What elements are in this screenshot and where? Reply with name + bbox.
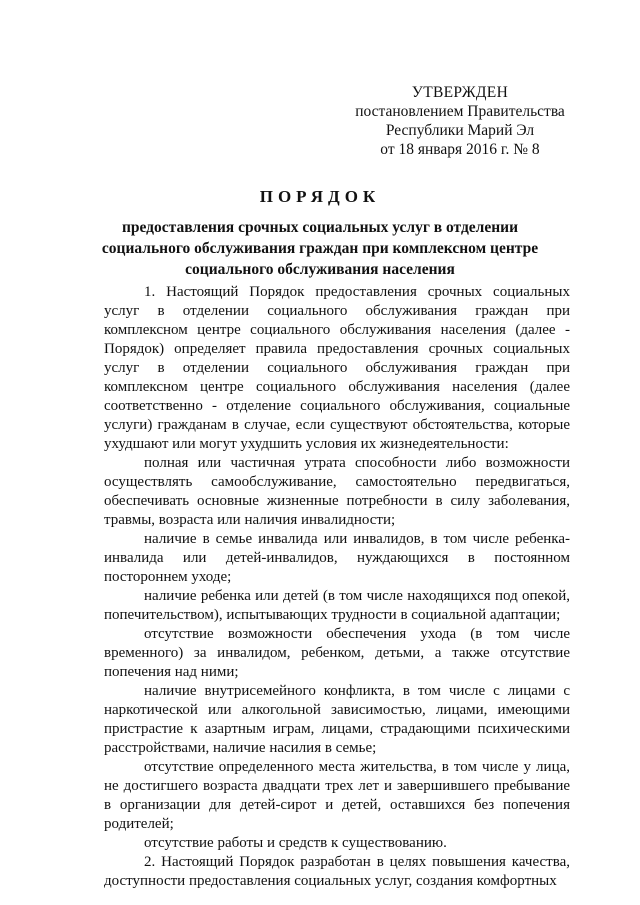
paragraph: наличие ребенка или детей (в том числе находящихся под опекой, попечительством), испытывающих трудности в социальной адаптации; <box>104 588 570 623</box>
paragraph: отсутствие возможности обеспечения ухода (в том числе временного) за инвалидом, ребенком, детьми, а также отсутствие попечения над ними; <box>104 626 570 680</box>
document-subtitle: предоставления срочных социальных услуг в отделении социального обслуживания граждан при комплексном центре социального обслуживания населения <box>101 219 539 278</box>
paragraph: наличие в семье инвалида или инвалидов, в том числе ребенка-инвалида или детей-инвалидов, нуждающихся в постоянном постороннем уходе; <box>104 531 570 585</box>
approval-line-3: от 18 января 2016 г. № 8 <box>380 141 540 158</box>
paragraph: отсутствие работы и средств к существованию. <box>144 835 447 851</box>
paragraph: 1. Настоящий Порядок предоставления срочных социальных услуг в отделении социального обслуживания граждан при комплексном центре социального обслуживания населения (далее - Порядок) определяет правила предоставления срочных социальных услуг в отделении социального обслуживания граждан при комплексном центре социального обслуживания населения (далее соответственно - отделение социального обслуживания, социальные услуги) гражданам в случае, если существуют обстоятельства, которые ухудшают или могут ухудшить условия их жизнедеятельности: <box>104 284 570 452</box>
paragraph: отсутствие определенного места жительства, в том числе у лица, не достигшего возраста двадцати трех лет и завершившего пребывание в организации для детей-сирот и детей, оставшихся без попечения родителей; <box>104 759 570 832</box>
paragraph: наличие внутрисемейного конфликта, в том числе с лицами с наркотической или алкогольной зависимостью, лицами, имеющими пристрастие к азартным играм, лицами, страдающими психическими расстройствами, наличие насилия в семье; <box>104 683 570 756</box>
approval-line-1: постановлением Правительства <box>355 103 565 120</box>
paragraph: полная или частичная утрата способности либо возможности осуществлять самообслуживание, самостоятельно передвигаться, обеспечивать основные жизненные потребности в силу заболевания, травмы, возраста или наличия инвалидности; <box>104 455 570 528</box>
document-title: ПОРЯДОК <box>259 187 381 206</box>
approval-title: УТВЕРЖДЕН <box>411 84 509 101</box>
approval-block <box>340 83 580 159</box>
approval-line-2: Республики Марий Эл <box>385 122 535 139</box>
paragraph: 2. Настоящий Порядок разработан в целях повышения качества, доступности предоставления социальных услуг, создания комфортных <box>104 854 570 889</box>
document-body <box>104 283 570 891</box>
